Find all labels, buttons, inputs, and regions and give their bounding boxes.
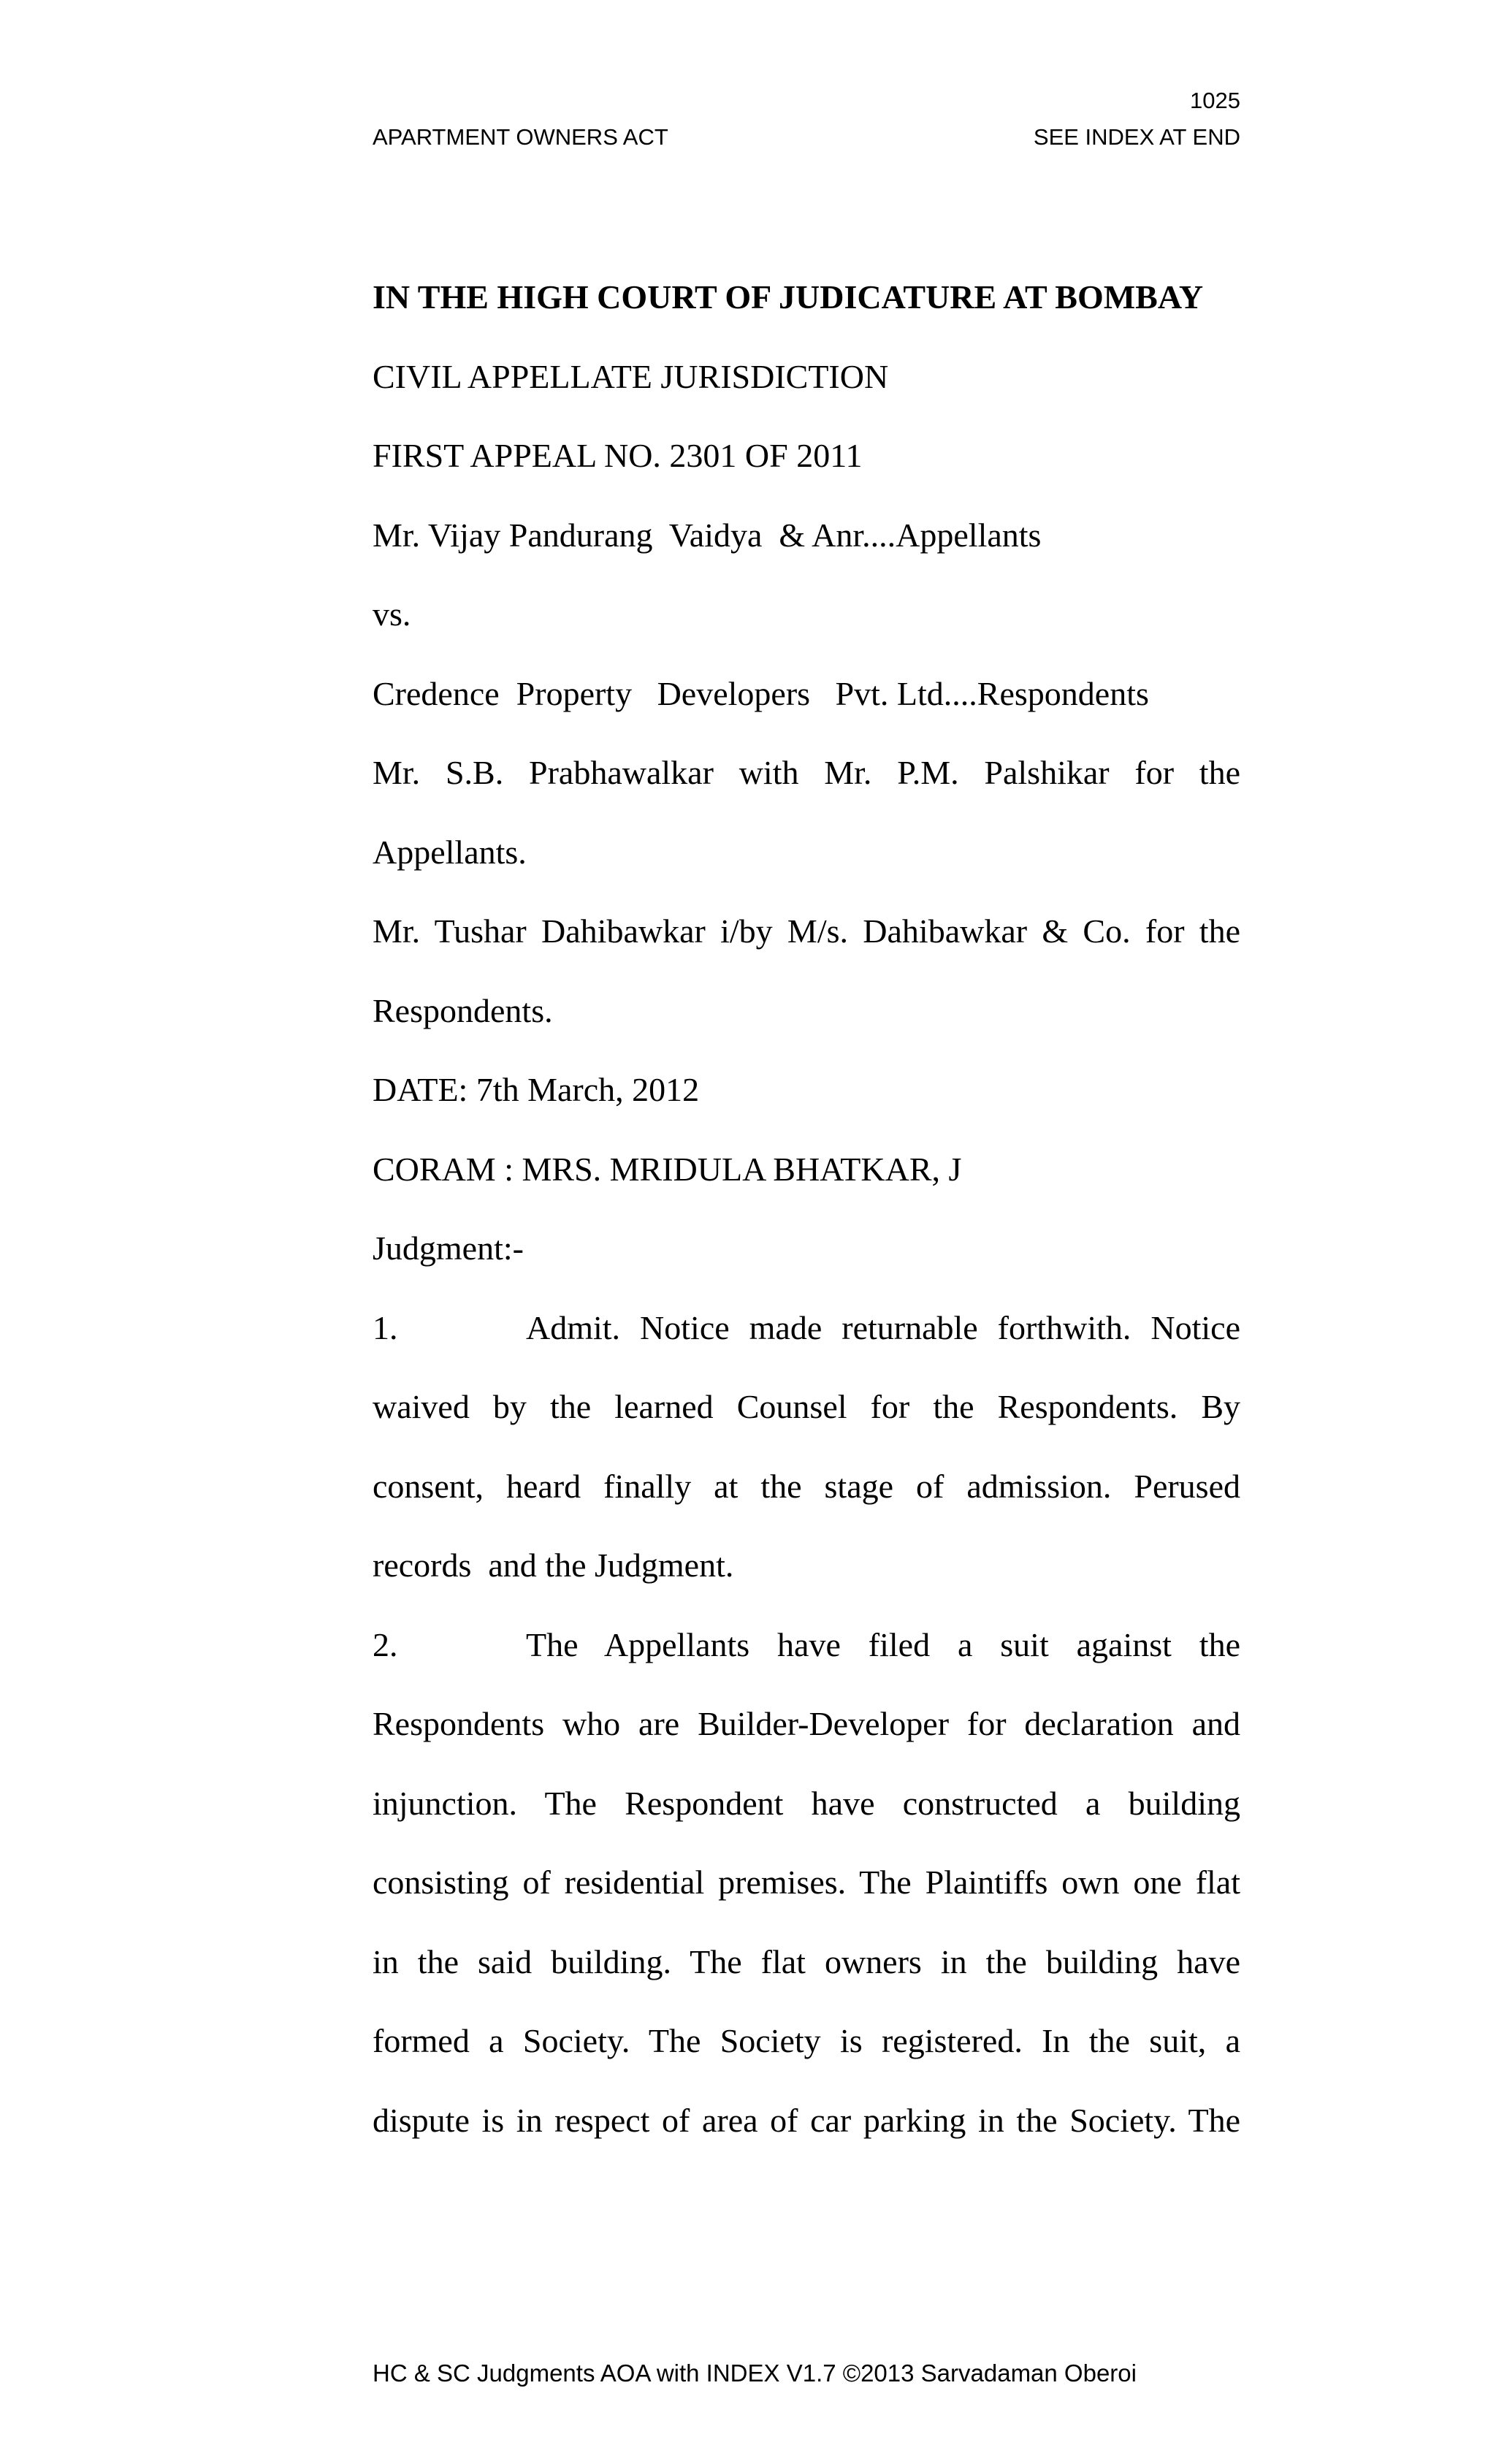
counsel-respondents-line-1: Mr. Tushar Dahibawkar i/by M/s. Dahibawkar & Co. for the bbox=[373, 912, 1240, 950]
paragraph-1-text-1: Admit. Notice made returnable forthwith. Notice bbox=[526, 1308, 1240, 1346]
paragraph-2-line-3: injunction. The Respondent have constructed a building bbox=[373, 1784, 1240, 1822]
court-title: IN THE HIGH COURT OF JUDICATURE AT BOMBAY bbox=[373, 278, 1204, 316]
paragraph-2-line-5: in the said building. The flat owners in the building have bbox=[373, 1942, 1240, 1980]
page-footer: HC & SC Judgments AOA with INDEX V1.7 ©2013 Sarvadaman Oberoi bbox=[373, 2360, 1137, 2387]
paragraph-2-line-1 bbox=[373, 1606, 1240, 1685]
document-body bbox=[373, 258, 1240, 2160]
paragraph-1-line-3: consent, heard finally at the stage of admission. Perused bbox=[373, 1467, 1240, 1505]
paragraph-2-number: 2. bbox=[373, 1625, 398, 1663]
judgment-heading: Judgment:- bbox=[373, 1229, 524, 1267]
paragraph-1-line-1 bbox=[373, 1289, 1240, 1368]
counsel-appellants-line-2: Appellants. bbox=[373, 833, 527, 871]
paragraph-2-line-7: dispute is in respect of area of car parking in the Society. The bbox=[373, 2101, 1240, 2139]
paragraph-1-line-4: records and the Judgment. bbox=[373, 1546, 734, 1584]
page-number: 1025 bbox=[1190, 88, 1240, 113]
paragraph-2-line-2: Respondents who are Builder-Developer for declaration and bbox=[373, 1705, 1240, 1742]
paragraph-2-line-6: formed a Society. The Society is registered. In the suit, a bbox=[373, 2022, 1240, 2059]
coram: CORAM : MRS. MRIDULA BHATKAR, J bbox=[373, 1150, 962, 1188]
appellants: Mr. Vijay Pandurang Vaidya & Anr....Appellants bbox=[373, 516, 1042, 554]
paragraph-1-line-2: waived by the learned Counsel for the Respondents. By bbox=[373, 1388, 1240, 1425]
judgment-date: DATE: 7th March, 2012 bbox=[373, 1071, 700, 1108]
paragraph-2-text-1: The Appellants have filed a suit against the bbox=[526, 1625, 1240, 1663]
versus: vs. bbox=[373, 595, 411, 633]
counsel-respondents-line-2: Respondents. bbox=[373, 991, 553, 1029]
paragraph-1-number: 1. bbox=[373, 1308, 398, 1346]
running-header-right: SEE INDEX AT END bbox=[1033, 124, 1240, 150]
respondents: Credence Property Developers Pvt. Ltd....Respondents bbox=[373, 674, 1149, 712]
counsel-appellants-line-1: Mr. S.B. Prabhawalkar with Mr. P.M. Palshikar for the bbox=[373, 754, 1240, 791]
paragraph-2-line-4: consisting of residential premises. The Plaintiffs own one flat bbox=[373, 1864, 1240, 1901]
running-header-left: APARTMENT OWNERS ACT bbox=[373, 124, 668, 150]
jurisdiction: CIVIL APPELLATE JURISDICTION bbox=[373, 357, 889, 395]
appeal-number: FIRST APPEAL NO. 2301 OF 2011 bbox=[373, 437, 863, 474]
